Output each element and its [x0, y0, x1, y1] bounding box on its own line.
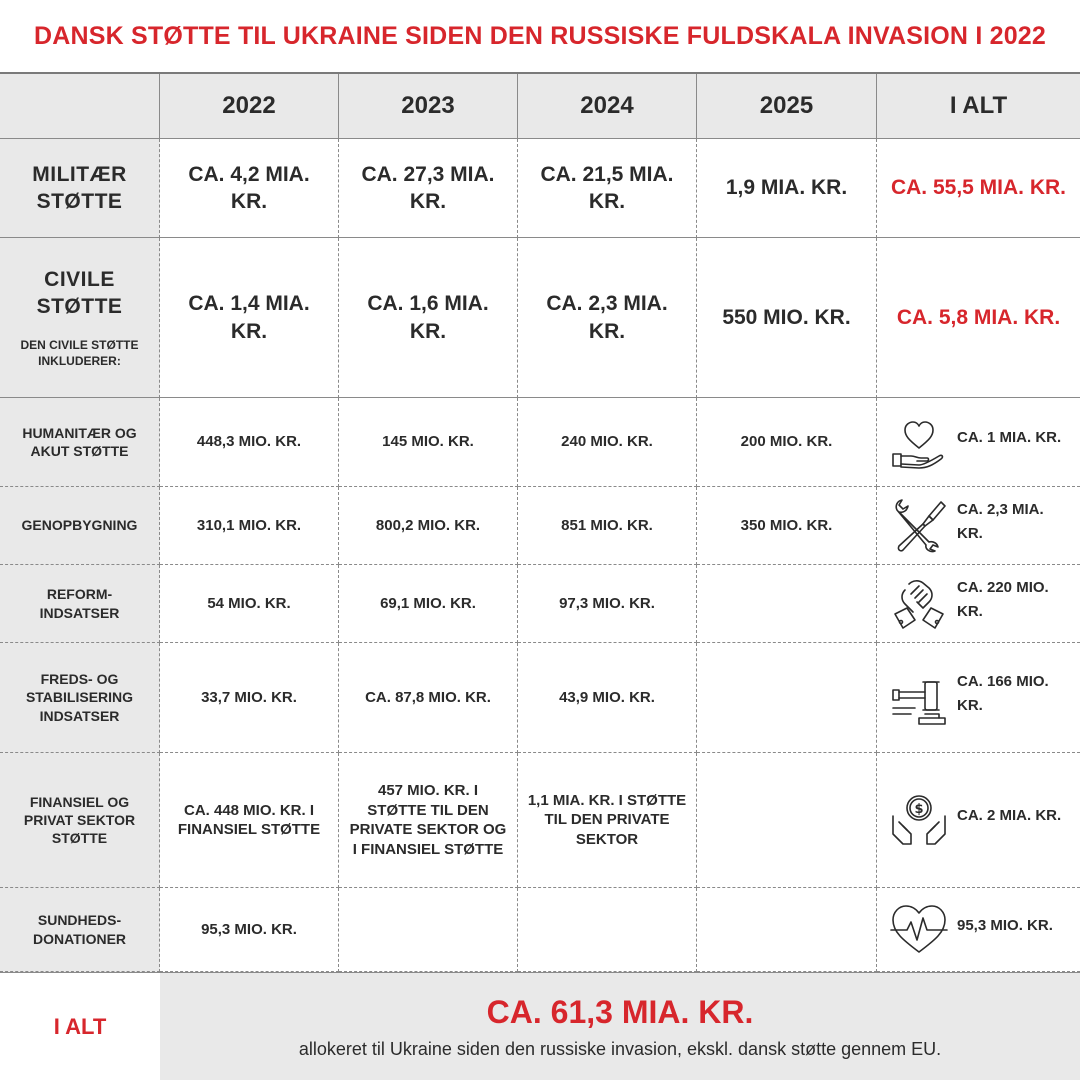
row-header-civile: [0, 238, 160, 398]
table-cell: [518, 888, 697, 972]
table-cell: CA. 27,3 MIA. KR.: [339, 139, 518, 238]
row-header-sundheds: SUNDHEDS-DONATIONER: [0, 888, 160, 972]
total-value: CA. 1 MIA. KR.: [957, 429, 1062, 447]
row-header-freds: FREDS- OG STABILISERING INDSATSER: [0, 643, 160, 753]
table-cell: 851 MIO. KR.: [518, 487, 697, 565]
table-cell: 54 MIO. KR.: [160, 565, 339, 643]
table-cell: 448,3 MIO. KR.: [160, 398, 339, 487]
total-value: 95,3 MIO. KR.: [957, 916, 1053, 934]
row-label: STØTTE: [36, 295, 123, 319]
row-header-finansiel: FINANSIEL OG PRIVAT SEKTOR STØTTE: [0, 753, 160, 888]
row-header-humanitaer: HUMANITÆR OG AKUT STØTTE: [0, 398, 160, 487]
column-header-2024: 2024: [518, 74, 697, 139]
tools-icon: [889, 496, 949, 556]
column-header-2023: 2023: [339, 74, 518, 139]
table-cell: 145 MIO. KR.: [339, 398, 518, 487]
heart-hand-icon: [889, 412, 949, 472]
table-cell: 550 MIO. KR.: [697, 238, 877, 398]
total-value: CA. 166 MIO. KR.: [957, 673, 1049, 714]
total-cell: [877, 643, 1080, 753]
row-header-militaer: [0, 139, 160, 238]
table-cell: CA. 2,3 MIA. KR.: [518, 238, 697, 398]
table-cell: CA. 1,4 MIA. KR.: [160, 238, 339, 398]
column-header-2022: 2022: [160, 74, 339, 139]
total-cell: [877, 565, 1080, 643]
svg-text:$: $: [914, 802, 924, 817]
table-cell: 240 MIO. KR.: [518, 398, 697, 487]
row-header-genopbygning: GENOPBYGNING: [0, 487, 160, 565]
money-hands-icon: [889, 790, 949, 850]
row-label: STØTTE: [36, 190, 123, 213]
table-cell: 95,3 MIO. KR.: [160, 888, 339, 972]
table-cell: 1,1 MIA. KR. I STØTTE TIL DEN PRIVATE SEKTOR: [518, 753, 697, 888]
table-cell: CA. 4,2 MIA. KR.: [160, 139, 339, 238]
total-value: CA. 220 MIO. KR.: [957, 579, 1049, 620]
row-header-reform: REFORM-INDSATSER: [0, 565, 160, 643]
table-cell: [697, 753, 877, 888]
total-cell: [877, 487, 1080, 565]
table-cell: [339, 888, 518, 972]
header-corner: [0, 74, 160, 139]
table-cell: 200 MIO. KR.: [697, 398, 877, 487]
table-cell: 350 MIO. KR.: [697, 487, 877, 565]
row-sublabel: DEN CIVILE STØTTE INKLUDERER:: [20, 337, 139, 368]
footer-main: [160, 973, 1080, 1080]
footer: [0, 972, 1080, 1080]
table-cell: 457 MIO. KR. I STØTTE TIL DEN PRIVATE SEKTOR OG I FINANSIEL STØTTE: [339, 753, 518, 888]
total-cell: CA. 5,8 MIA. KR.: [877, 238, 1080, 398]
total-cell: [877, 753, 1080, 888]
table-cell: 69,1 MIO. KR.: [339, 565, 518, 643]
grand-total: CA. 61,3 MIA. KR.: [486, 993, 754, 1030]
table-cell: [697, 888, 877, 972]
total-cell: [877, 398, 1080, 487]
footer-label: I ALT: [0, 973, 160, 1080]
row-label: CIVILE: [44, 268, 115, 292]
total-value: CA. 2 MIA. KR.: [957, 807, 1062, 825]
row-label: MILITÆR: [32, 162, 127, 186]
table-cell: CA. 87,8 MIO. KR.: [339, 643, 518, 753]
column-header-total: I ALT: [877, 74, 1080, 139]
gavel-icon: [889, 668, 949, 728]
heartbeat-icon: [889, 900, 949, 960]
total-cell: CA. 55,5 MIA. KR.: [877, 139, 1080, 238]
table-cell: 1,9 MIA. KR.: [697, 139, 877, 238]
table-cell: CA. 1,6 MIA. KR.: [339, 238, 518, 398]
handshake-icon: [889, 574, 949, 634]
column-header-2025: 2025: [697, 74, 877, 139]
table-cell: 800,2 MIO. KR.: [339, 487, 518, 565]
table-cell: 43,9 MIO. KR.: [518, 643, 697, 753]
table-cell: [697, 565, 877, 643]
total-cell: [877, 888, 1080, 972]
table-cell: 310,1 MIO. KR.: [160, 487, 339, 565]
total-value: CA. 2,3 MIA. KR.: [957, 501, 1044, 542]
footer-note: allokeret til Ukraine siden den russiske invasion, ekskl. dansk støtte gennem EU.: [298, 1038, 942, 1059]
table-cell: CA. 21,5 MIA. KR.: [518, 139, 697, 238]
page-title: DANSK STØTTE TIL UKRAINE SIDEN DEN RUSSISKE FULDSKALA INVASION I 2022: [0, 0, 1080, 74]
table-cell: [697, 643, 877, 753]
table-cell: CA. 448 MIO. KR. I FINANSIEL STØTTE: [160, 753, 339, 888]
table-cell: 33,7 MIO. KR.: [160, 643, 339, 753]
support-table: [0, 74, 1080, 972]
table-cell: 97,3 MIO. KR.: [518, 565, 697, 643]
